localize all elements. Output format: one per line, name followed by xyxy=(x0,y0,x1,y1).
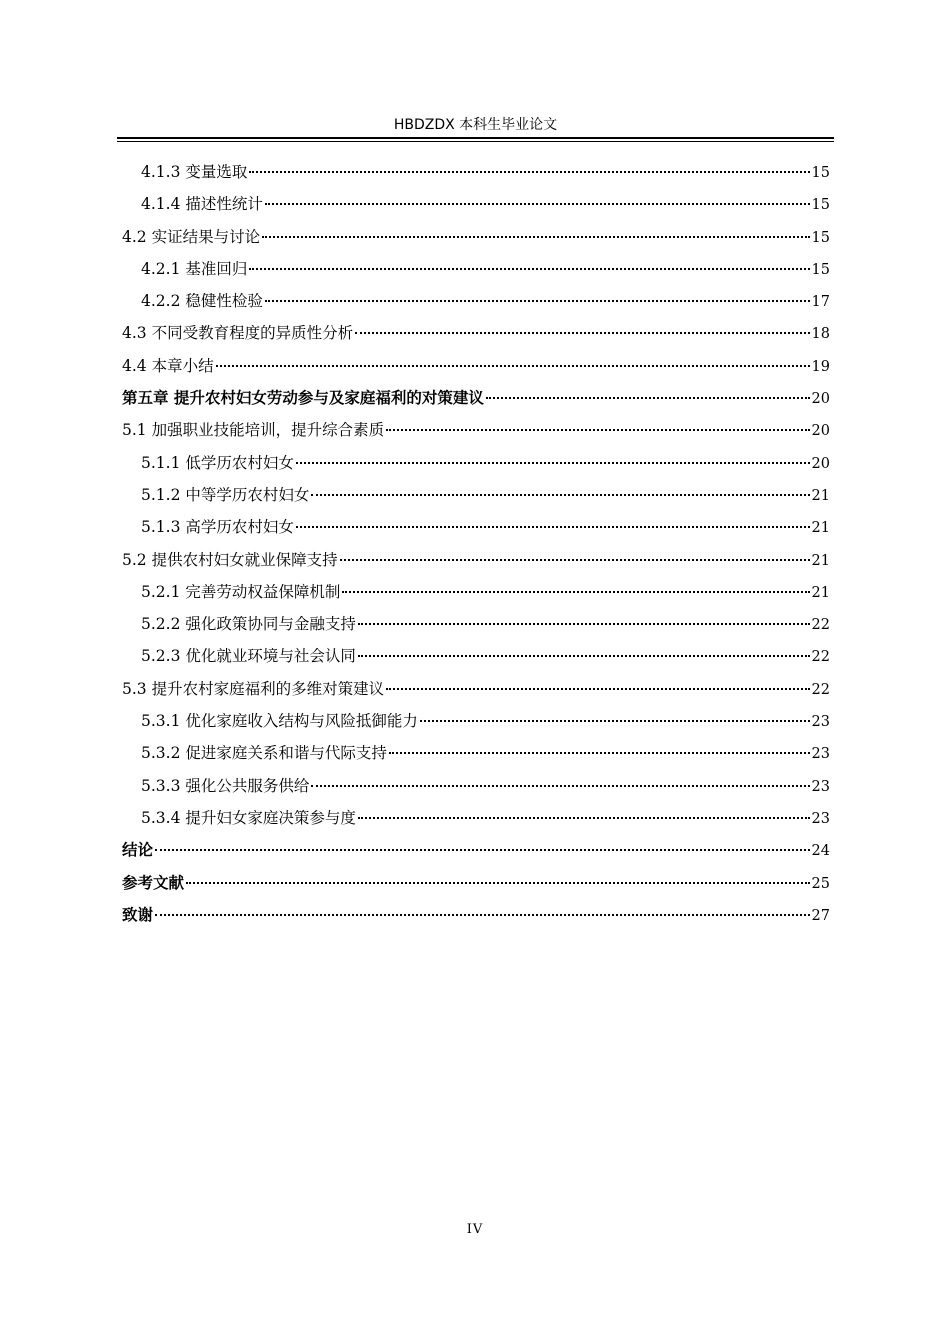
toc-entry[interactable] xyxy=(122,574,830,606)
toc-entry-page-number: 23 xyxy=(811,746,830,763)
toc-entry-title: 4.1.4 描述性统计 xyxy=(141,195,263,214)
toc-entry-title: 4.3 不同受教育程度的异质性分析 xyxy=(122,324,354,343)
toc-dot-leader xyxy=(186,882,810,884)
toc-entry-title: 4.2.1 基准回归 xyxy=(141,259,248,278)
toc-entry-title: 5.3 提升农村家庭福利的多维对策建议 xyxy=(122,679,385,698)
toc-entry-title: 5.3.4 提升妇女家庭决策参与度 xyxy=(141,808,356,827)
toc-entry-title: 4.2 实证结果与讨论 xyxy=(122,227,261,246)
toc-entry[interactable] xyxy=(122,154,830,186)
toc-entry-page-number: 19 xyxy=(811,358,830,375)
toc-entry[interactable] xyxy=(122,832,830,864)
toc-entry[interactable] xyxy=(122,703,830,735)
header-rule-thin xyxy=(117,141,834,142)
toc-dot-leader xyxy=(386,429,809,431)
toc-entry-title: 5.3.3 强化公共服务供给 xyxy=(141,776,310,795)
toc-entry[interactable] xyxy=(122,348,830,380)
toc-dot-leader xyxy=(311,785,809,787)
toc-dot-leader xyxy=(386,688,809,690)
toc-entry-title: 5.1.3 高学历农村妇女 xyxy=(141,518,294,537)
toc-dot-leader xyxy=(342,591,809,593)
toc-dot-leader xyxy=(155,849,810,851)
toc-entry[interactable] xyxy=(122,638,830,670)
toc-entry-page-number: 20 xyxy=(811,455,830,472)
toc-entry[interactable] xyxy=(122,768,830,800)
toc-entry-title: 4.4 本章小结 xyxy=(122,356,214,375)
table-of-contents xyxy=(122,154,830,929)
toc-entry-page-number: 21 xyxy=(811,584,830,601)
toc-entry-title: 5.1.2 中等学历农村妇女 xyxy=(141,485,310,504)
toc-entry-page-number: 25 xyxy=(811,875,830,892)
toc-entry-title: 5.2.1 完善劳动权益保障机制 xyxy=(141,582,341,601)
toc-entry-page-number: 18 xyxy=(811,326,830,343)
toc-dot-leader xyxy=(265,300,810,302)
toc-entry-title: 5.2.3 优化就业环境与社会认同 xyxy=(141,647,356,666)
toc-entry[interactable] xyxy=(122,186,830,218)
toc-dot-leader xyxy=(155,914,810,916)
toc-dot-leader xyxy=(216,365,810,367)
toc-entry-page-number: 27 xyxy=(811,907,830,924)
toc-dot-leader xyxy=(389,752,810,754)
toc-entry-page-number: 22 xyxy=(811,649,830,666)
toc-entry-page-number: 22 xyxy=(811,681,830,698)
toc-entry-title: 参考文献 xyxy=(122,873,185,892)
toc-entry-page-number: 21 xyxy=(811,552,830,569)
toc-dot-leader xyxy=(355,332,809,334)
toc-entry-title: 致谢 xyxy=(122,905,154,924)
toc-entry-title: 4.1.3 变量选取 xyxy=(141,163,248,181)
toc-entry-page-number: 23 xyxy=(811,714,830,731)
toc-dot-leader xyxy=(420,720,810,722)
toc-dot-leader xyxy=(358,623,810,625)
toc-entry-page-number: 15 xyxy=(811,197,830,214)
toc-dot-leader xyxy=(486,397,810,399)
toc-entry-title: 第五章 提升农村妇女劳动参与及家庭福利的对策建议 xyxy=(122,389,484,408)
toc-entry-page-number: 15 xyxy=(811,229,830,246)
toc-entry[interactable] xyxy=(122,735,830,767)
toc-entry[interactable] xyxy=(122,542,830,574)
toc-entry[interactable] xyxy=(122,445,830,477)
toc-dot-leader xyxy=(262,236,809,238)
toc-dot-leader xyxy=(249,268,809,270)
toc-entry-page-number: 17 xyxy=(811,294,830,311)
toc-entry-page-number: 20 xyxy=(811,391,830,408)
toc-dot-leader xyxy=(296,526,810,528)
toc-dot-leader xyxy=(358,655,810,657)
toc-entry[interactable] xyxy=(122,477,830,509)
toc-entry-page-number: 22 xyxy=(811,617,830,634)
toc-entry-title: 4.2.2 稳健性检验 xyxy=(141,292,263,311)
toc-entry-title: 5.1.1 低学历农村妇女 xyxy=(141,453,294,472)
toc-entry[interactable] xyxy=(122,315,830,347)
toc-entry[interactable] xyxy=(122,412,830,444)
toc-entry-page-number: 20 xyxy=(811,423,830,440)
toc-entry[interactable] xyxy=(122,509,830,541)
running-header-title: HBDZDX 本科生毕业论文 xyxy=(393,117,558,133)
toc-entry[interactable] xyxy=(122,897,830,929)
toc-entry[interactable] xyxy=(122,865,830,897)
toc-entry-title: 5.3.2 促进家庭关系和谐与代际支持 xyxy=(141,744,387,763)
toc-entry-page-number: 23 xyxy=(811,778,830,795)
toc-dot-leader xyxy=(340,559,810,561)
toc-entry[interactable] xyxy=(122,800,830,832)
toc-entry[interactable] xyxy=(122,283,830,315)
toc-entry[interactable] xyxy=(122,606,830,638)
toc-entry[interactable] xyxy=(122,251,830,283)
toc-entry-title: 5.2.2 强化政策协同与金融支持 xyxy=(141,615,356,634)
toc-dot-leader xyxy=(249,171,809,173)
header-rule xyxy=(117,137,834,139)
toc-dot-leader xyxy=(265,203,810,205)
toc-entry-page-number: 24 xyxy=(811,843,830,860)
toc-entry[interactable] xyxy=(122,380,830,412)
toc-entry-title: 5.3.1 优化家庭收入结构与风险抵御能力 xyxy=(141,712,418,731)
toc-entry-page-number: 21 xyxy=(811,487,830,504)
toc-entry-page-number: 15 xyxy=(811,261,830,278)
toc-entry-page-number: 15 xyxy=(811,165,830,181)
toc-entry-title: 5.1 加强职业技能培训，提升综合素质 xyxy=(122,421,385,440)
toc-entry-title: 5.2 提供农村妇女就业保障支持 xyxy=(122,550,338,569)
toc-dot-leader xyxy=(296,462,810,464)
toc-dot-leader xyxy=(358,817,810,819)
page-number: IV xyxy=(466,1222,484,1237)
toc-dot-leader xyxy=(311,494,809,496)
toc-entry-page-number: 21 xyxy=(811,520,830,537)
toc-entry[interactable] xyxy=(122,219,830,251)
toc-entry[interactable] xyxy=(122,671,830,703)
toc-entry-page-number: 23 xyxy=(811,810,830,827)
toc-entry-title: 结论 xyxy=(122,841,154,860)
